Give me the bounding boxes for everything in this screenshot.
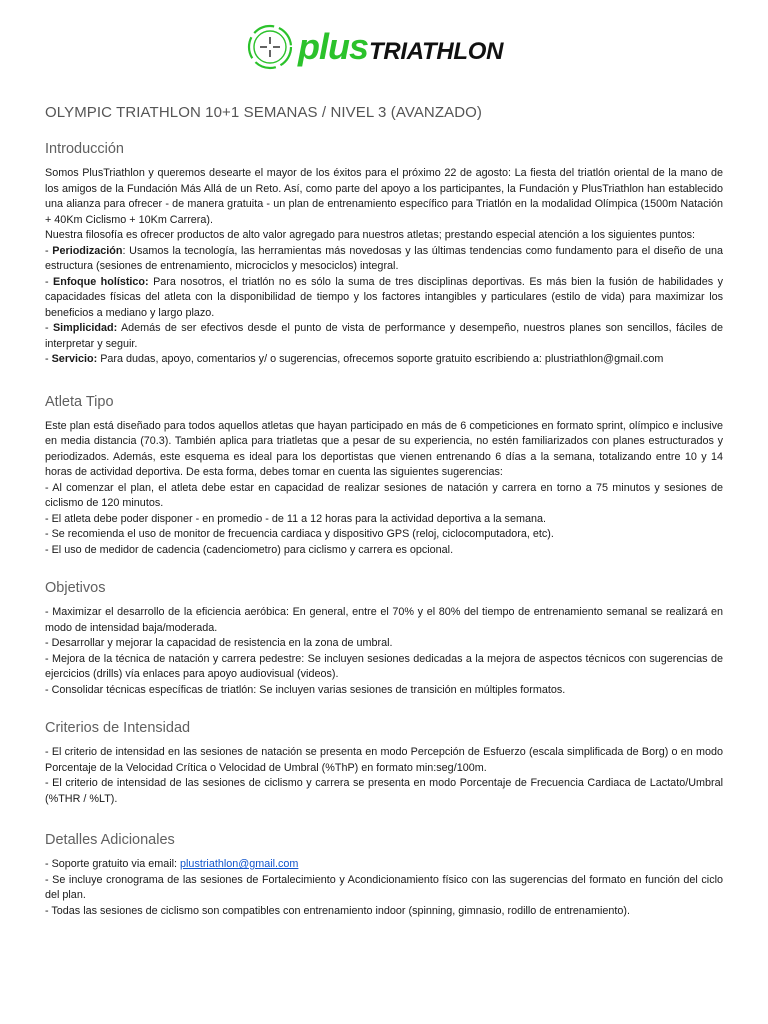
section-heading: Introducción <box>45 141 124 157</box>
paragraph: Nuestra filosofía es ofrecer productos de alto valor agregado para nuestros atletas; prestando especial atención a los siguientes puntos: <box>45 229 696 241</box>
list-item: - El atleta debe poder disponer - en promedio - de 11 a 12 horas para la actividad deportiva a la semana. <box>45 512 546 525</box>
document-body <box>45 104 723 937</box>
list-item: - Se recomienda el uso de monitor de frecuencia cardiaca y dispositivo GPS (reloj, ciclocomputadora, etc). <box>45 528 554 540</box>
item-label: Servicio: <box>51 353 98 365</box>
list-item: - El criterio de intensidad en las sesiones de natación se presenta en modo Percepción de Esfuerzo (escala simplificada de Borg) o en modo Porcentaje de la Velocidad Crítica o Velocidad de Umbral (%ThP) en formato min:seg/100m. <box>45 746 723 774</box>
list-item: - Todas las sesiones de ciclismo son compatibles con entrenamiento indoor (spinning, gimnasio, rodillo de entrenamiento). <box>45 904 630 917</box>
list-item: - Simplicidad: Además de ser efectivos desde el punto de vista de performance y desempeño, nuestros planes son sencillos, fáciles de interpretar y seguir. <box>45 322 723 350</box>
plustriathlon-logo <box>246 22 526 72</box>
document-title: OLYMPIC TRIATHLON 10+1 SEMANAS / NIVEL 3 (AVANZADO) <box>45 104 483 121</box>
section-introduccion <box>45 141 723 368</box>
list-item <box>45 857 723 873</box>
list-item: - Consolidar técnicas específicas de triatlón: Se incluyen varias sesiones de transición en múltiples formatos. <box>45 683 566 696</box>
item-label: Simplicidad: <box>52 322 118 334</box>
support-email-link[interactable]: plustriathlon@gmail.com <box>180 858 299 870</box>
section-heading: Objetivos <box>45 580 106 596</box>
list-item: - Enfoque holístico: Para nosotros, el triatlón no es sólo la suma de tres disciplinas deportivas. Es más bien la fusión de habilidades y capacidades físicas del atleta con la disponibilidad de tiempo y los factores intangibles y particulares (estilo de vida) para maximizar los beneficios a mediano y largo plazo. <box>45 275 723 319</box>
list-item: - Servicio: Para dudas, apoyo, comentarios y/ o sugerencias, ofrecemos soporte gratuito escribiendo a: plustriathlon@gmail.com <box>45 353 664 365</box>
logo-wordmark <box>298 26 503 68</box>
section-heading: Atleta Tipo <box>45 393 114 410</box>
target-logo-icon <box>246 23 294 71</box>
item-text: Para nosotros, el triatlón no es sólo la suma de tres disciplinas deportivas. Es más bien la fusión de habilidades y capacidades físicas del atleta con la disponibilidad de tiempo y los factores intangibles y particulares (estilo de vida) para maximizar los beneficios a mediano y largo plazo. <box>45 275 723 319</box>
paragraph: Somos PlusTriathlon y queremos desearte el mayor de los éxitos para el próximo 22 de agosto: La fiesta del triatlón oriental de la mano de los amigos de la Fundación Más Allá de un Reto. Así, como parte del apoyo a los participantes, la Fundación y PlusTriathlon han establecido una alianza para ofrecer - de manera gratuita - un plan de entrenamiento específico para Triatlón en la modalidad Olímpica (1500m Natación + 40Km Ciclismo + 10Km Carrera). <box>45 167 723 226</box>
paragraph: Este plan está diseñado para todos aquellos atletas que hayan participado en más de 6 competiciones en formato sprint, olímpico e inclusive en media distancia (70.3). También aplica para triatletas que a pesar de su experiencia, no estén familiarizados con planes estructurados y periodizados. Además, este esquema es ideal para los deportistas que vienen entrenando 6 días a la semana, totalizando entre 10 y 14 horas de actividad deportiva. De esta forma, debes tomar en cuenta las siguientes sugerencias: <box>45 419 723 478</box>
item-text: Para dudas, apoyo, comentarios y/ o sugerencias, ofrecemos soporte gratuito escribiendo a: plustriathlon@gmail.com <box>97 353 664 365</box>
logo-plus: plus <box>298 26 369 67</box>
list-item: - Se incluye cronograma de las sesiones de Fortalecimiento y Acondicionamiento físico con las sugerencias del formato en función del ciclo del plan. <box>45 873 723 901</box>
item-text: : Usamos la tecnología, las herramientas más novedosas y las últimas tendencias como fundamento para el diseño de una estructura (sesiones de entrenamiento, microciclos y mesociclos) integral. <box>45 244 723 272</box>
item-text: Además de ser efectivos desde el punto de vista de performance y desempeño, nuestros planes son sencillos, fáciles de interpretar y seguir. <box>45 322 723 350</box>
item-label: Periodización <box>52 244 123 257</box>
list-item: - Maximizar el desarrollo de la eficiencia aeróbica: En general, entre el 70% y el 80% del tiempo de entrenamiento semanal se realizará en modo de intensidad baja/moderada. <box>45 606 723 634</box>
list-item: - El uso de medidor de cadencia (cadenciometro) para ciclismo y carrera es opcional. <box>45 543 454 556</box>
list-item: - Mejora de la técnica de natación y carrera pedestre: Se incluyen sesiones dedicadas a la mejora de aspectos técnicos con sugerencias de ejercicios (drills) vía enlaces para apoyo audiovisual (videos). <box>45 652 723 680</box>
section-atleta-tipo <box>45 394 723 559</box>
logo-triathlon: TRIATHLON <box>369 38 504 65</box>
support-prefix: - Soporte gratuito via email: <box>45 858 181 870</box>
list-item: - Al comenzar el plan, el atleta debe estar en capacidad de realizar sesiones de natación y carrera en torno a 75 minutos y sesiones de ciclismo de 120 minutos. <box>45 481 723 509</box>
section-heading: Detalles Adicionales <box>45 832 175 848</box>
list-item: - Desarrollar y mejorar la capacidad de resistencia en la zona de umbral. <box>45 637 393 649</box>
section-objetivos <box>45 580 723 698</box>
item-label: Enfoque holístico: <box>53 275 149 288</box>
section-detalles-adicionales <box>45 832 723 919</box>
list-item: - El criterio de intensidad de las sesiones de ciclismo y carrera se presenta en modo Porcentaje de Frecuencia Cardiaca de Lactato/Umbral (%THR / %LT). <box>45 777 723 805</box>
section-heading: Criterios de Intensidad <box>45 720 191 736</box>
list-item: - Periodización: Usamos la tecnología, las herramientas más novedosas y las últimas tendencias como fundamento para el diseño de una estructura (sesiones de entrenamiento, microciclos y mesociclos) integral. <box>45 244 723 272</box>
section-criterios-intensidad <box>45 720 723 807</box>
